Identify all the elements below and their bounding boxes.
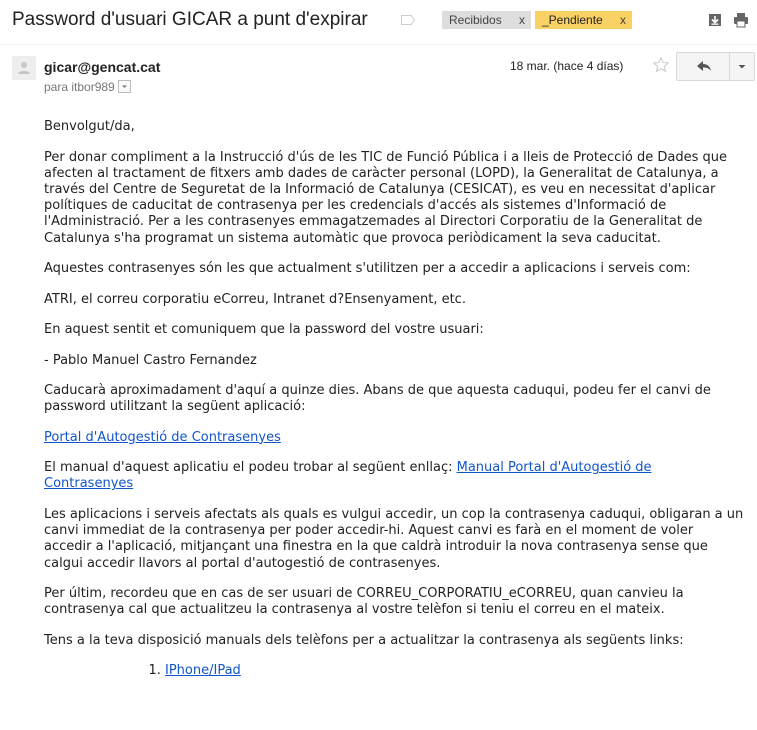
reply-button[interactable]: [676, 52, 730, 81]
manual-link[interactable]: Manual Portal d'Autogestió de Contrasenyes: [44, 460, 652, 492]
remove-label-pending-button[interactable]: x: [620, 13, 626, 27]
phone-manuals-list: [44, 663, 744, 679]
sender-address[interactable]: gicar@gencat.cat: [44, 59, 161, 75]
manual-prefix: El manual d'aquest aplicatiu el podeu trobar al següent enllaç:: [44, 460, 457, 476]
label-inbox[interactable]: [442, 11, 531, 29]
list-item: [165, 663, 744, 679]
email-header: [0, 0, 757, 44]
paragraph-expiry: Caducarà aproximadament d'aquí a quinze dies. Abans de que aquesta caduqui, podeu fer el canvi de password utilitzant la següent aplicació:: [44, 383, 711, 415]
recipient-text: para itbor989: [44, 80, 115, 94]
sender-avatar[interactable]: [12, 56, 36, 80]
header-divider: [0, 44, 757, 45]
avatar-silhouette-icon: [12, 56, 36, 80]
remove-label-inbox-button[interactable]: x: [519, 13, 525, 27]
label-pending-text: _Pendiente: [542, 13, 603, 27]
label-inbox-text: Recibidos: [449, 13, 502, 27]
more-actions-button[interactable]: [729, 52, 755, 81]
paragraph-intro: Per donar compliment a la Instrucció d'ús de les TIC de Funció Pública i a lleis de Protecció de Dades que afecten al tractament de fitxers amb dades de caràcter personal (LOPD), la Generalitat de Catalunya, a través del Centre de Seguretat de la Informació de Catalunya (CESICAT), es veu en necessitat d'aplicar polítiques de caducitat de contrasenya per les credencials d'accés als sistemes d'Informació de l'Administració. Per a les contrasenyes emmagatzemades al Directori Corporatiu de la Generalitat de Catalunya s'ha programat un sistema automàtic que provoca periòdicament la seva caducitat.: [44, 149, 728, 246]
paragraph-manual: [44, 460, 744, 492]
paragraph-services: ATRI, el correu corporatiu eCorreu, Intranet d?Ensenyament, etc.: [44, 291, 466, 307]
self-service-portal-link[interactable]: Portal d'Autogestió de Contrasenyes: [44, 429, 281, 445]
label-pending[interactable]: [535, 11, 632, 29]
reply-arrow-icon: [677, 53, 729, 80]
print-icon[interactable]: [733, 12, 749, 28]
paragraph-affected: Les aplicacions i serveis afectats als quals es vulgui accedir, un cop la contrasenya caduqui, obligaran a un canvi immediat de la contrasenya per poder accedir-hi. Aquest canvi es farà en el moment de voler accedir a l'aplicació, mitjançant una finestra en la que caldrà introduir la nova contrasenya sense que calgui accedir llavors al portal d'autogestió de contrasenyes.: [44, 506, 744, 571]
importance-marker-icon[interactable]: [400, 14, 416, 26]
star-icon[interactable]: [652, 56, 670, 74]
details-dropdown-icon[interactable]: [118, 80, 131, 93]
chevron-down-icon: [730, 53, 754, 80]
iphone-ipad-link[interactable]: IPhone/IPad: [165, 663, 241, 679]
email-subject: Password d'usuari GICAR a punt d'expirar: [12, 9, 368, 30]
paragraph-manuals: Tens a la teva disposició manuals dels telèfons per a actualitzar la contrasenya als següents links:: [44, 632, 684, 648]
paragraph-phone: Per últim, recordeu que en cas de ser usuari de CORREU_CORPORATIU_eCORREU, quan canvieu la contrasenya cal que actualitzeu la contrasenya al vostre telèfon si teniu el correu en el mateix.: [44, 586, 684, 618]
paragraph-notice: En aquest sentit et comuniquem que la password del vostre usuari:: [44, 322, 484, 338]
message-date: 18 mar. (hace 4 días): [510, 59, 624, 73]
email-body: [44, 119, 744, 679]
paragraph-link1: [44, 430, 744, 446]
download-icon[interactable]: [707, 12, 723, 28]
greeting: Benvolgut/da,: [44, 119, 135, 134]
recipient-line: [44, 80, 131, 94]
paragraph-usage: Aquestes contrasenyes són les que actualment s'utilitzen per a accedir a aplicacions i serveis com:: [44, 261, 691, 277]
paragraph-username: - Pablo Manuel Castro Fernandez: [44, 352, 257, 368]
